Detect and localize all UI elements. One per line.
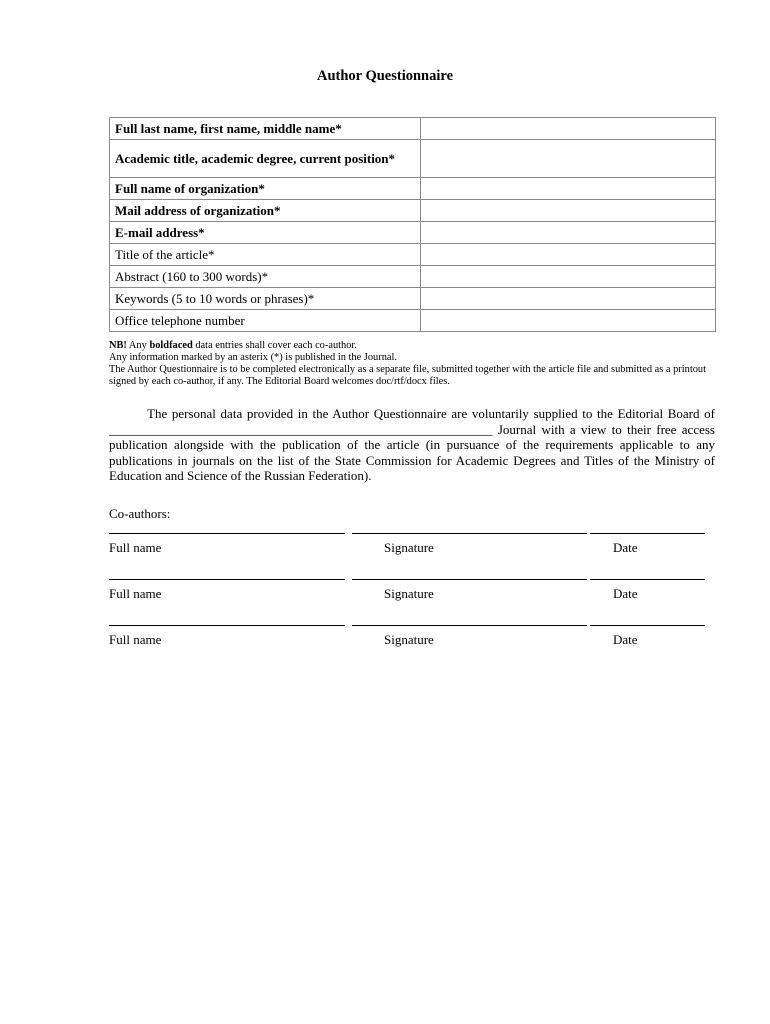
form-row: [110, 266, 716, 288]
form-row-label: Full last name, first name, middle name*: [110, 118, 421, 140]
form-row-value-field[interactable]: [420, 266, 715, 288]
form-row-label: Full name of organization*: [110, 178, 421, 200]
signature-line[interactable]: [352, 625, 587, 626]
form-row-label: Academic title, academic degree, current position*: [110, 140, 421, 178]
signature-row: [0, 625, 770, 655]
full-name-label: Full name: [109, 632, 162, 647]
date-label: Date: [613, 540, 638, 555]
page-title: Author Questionnaire: [316, 68, 454, 84]
form-row: [110, 118, 716, 140]
form-row-label: E-mail address*: [110, 222, 421, 244]
form-row-value-field[interactable]: [420, 118, 715, 140]
form-row-value-field[interactable]: [420, 244, 715, 266]
date-label: Date: [613, 632, 638, 647]
form-row: [110, 310, 716, 332]
form-row-value-field[interactable]: [420, 140, 715, 178]
nb-text-2: data entries shall cover each co-author.: [192, 340, 357, 351]
form-row-label: Title of the article*: [110, 244, 421, 266]
form-row-label: Office telephone number: [110, 310, 421, 332]
author-form-table: [109, 117, 716, 332]
signature-line[interactable]: [352, 533, 587, 534]
signature-line[interactable]: [352, 579, 587, 580]
note-submission: The Author Questionnaire is to be completed electronically as a separate file, submitted together with the article file and submitted as a printout signed by each co-author, if any. The Editorial Board welcomes doc/rtf/docx files.: [109, 364, 706, 387]
full-name-line[interactable]: [109, 625, 345, 626]
signature-label: Signature: [384, 586, 434, 601]
form-row: [110, 200, 716, 222]
full-name-line[interactable]: [109, 579, 345, 580]
date-label: Date: [613, 586, 638, 601]
full-name-line[interactable]: [109, 533, 345, 534]
form-row: [110, 178, 716, 200]
form-row-label: Keywords (5 to 10 words or phrases)*: [110, 288, 421, 310]
signature-row: [0, 579, 770, 609]
nb-marker: NB!: [109, 340, 127, 351]
coauthors-label: Co-authors:: [109, 506, 171, 521]
consent-text: The personal data provided in the Author Questionnaire are voluntarily supplied to the Editorial Board of ___________________________________________________________ Journal with a view to their free access publication alongside with the publication of the article (in pursuance of the requirements applicable to any publications in journals on the list of the State Commission for Academic Degrees and Titles of the Ministry of Education and Science of the Russian Federation).: [109, 406, 715, 483]
signature-label: Signature: [384, 540, 434, 555]
form-row: [110, 222, 716, 244]
nb-text-1: Any: [126, 340, 150, 351]
nb-bold-word: boldfaced: [149, 340, 193, 351]
date-line[interactable]: [590, 533, 705, 534]
form-row: [110, 244, 716, 266]
signature-row: [0, 533, 770, 563]
form-row: [110, 288, 716, 310]
form-row-label: Abstract (160 to 300 words)*: [110, 266, 421, 288]
note-asterisk: Any information marked by an asterix (*) is published in the Journal.: [109, 352, 397, 363]
consent-paragraph: [109, 406, 715, 484]
notes-block: [109, 340, 719, 388]
date-line[interactable]: [590, 579, 705, 580]
signature-label: Signature: [384, 632, 434, 647]
full-name-label: Full name: [109, 540, 162, 555]
form-row-value-field[interactable]: [420, 310, 715, 332]
form-row-label: Mail address of organization*: [110, 200, 421, 222]
date-line[interactable]: [590, 625, 705, 626]
form-row-value-field[interactable]: [420, 222, 715, 244]
full-name-label: Full name: [109, 586, 162, 601]
form-row-value-field[interactable]: [420, 288, 715, 310]
note-nb: [109, 340, 719, 352]
form-row: [110, 140, 716, 178]
form-row-value-field[interactable]: [420, 200, 715, 222]
form-row-value-field[interactable]: [420, 178, 715, 200]
